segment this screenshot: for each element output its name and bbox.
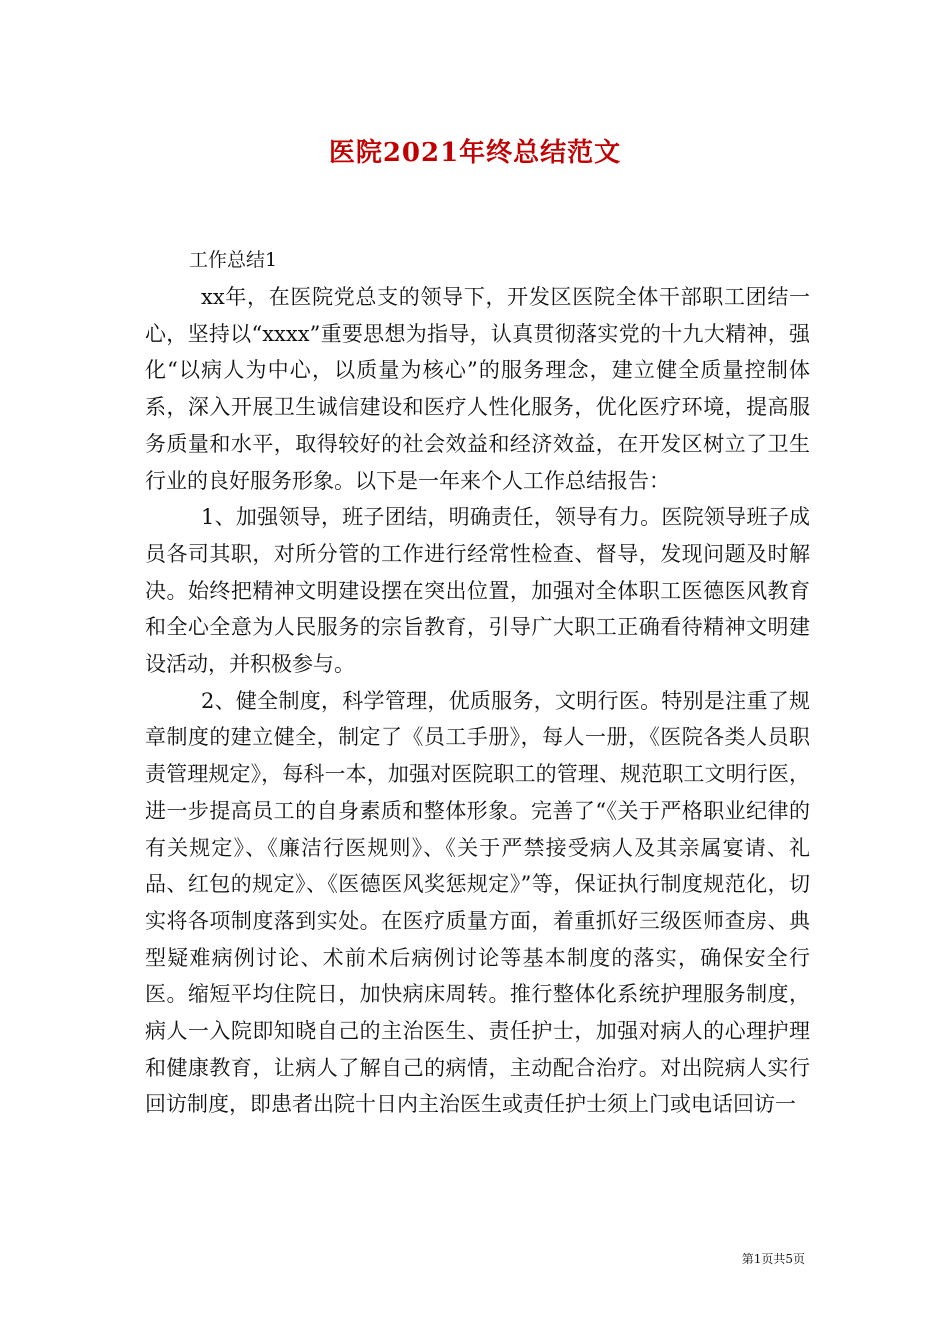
- document-body: [145, 242, 810, 1123]
- section-heading: 工作总结1: [189, 249, 278, 271]
- page-number-footer: 第1页共5页: [741, 1252, 805, 1266]
- paragraph-leadership: 1、加强领导，班子团结，明确责任，领导有力。医院领导班子成员各司其职，对所分管的工作进行经常性检查、督导，发现问题及时解决。始终把精神文明建设摆在突出位置，加强对全体职工医德医风教育和全心全意为人民服务的宗旨教育，引导广大职工正确看待精神文明建设活动，并积极参与。: [145, 505, 810, 677]
- paragraph-intro: xx年，在医院党总支的领导下，开发区医院全体干部职工团结一心，坚持以“xxxx”重要思想为指导，认真贯彻落实党的十九大精神，强化“以病人为中心，以质量为核心”的服务理念，建立健全质量控制体系，深入开展卫生诚信建设和医疗人性化服务，优化医疗环境，提高服务质量和水平，取得较好的社会效益和经济效益，在开发区树立了卫生行业的良好服务形象。以下是一年来个人工作总结报告：: [145, 285, 810, 493]
- paragraph-management: 2、健全制度，科学管理，优质服务，文明行医。特别是注重了规章制度的建立健全，制定了《员工手册》，每人一册，《医院各类人员职责管理规定》，每科一本，加强对医院职工的管理、规范职工文明行医，进一步提高员工的自身素质和整体形象。完善了“《关于严格职业纪律的有关规定》、《廉洁行医规则》、《关于严禁接受病人及其亲属宴请、礼品、红包的规定》、《医德医风奖惩规定》”等，保证执行制度规范化，切实将各项制度落到实处。在医疗质量方面，着重抓好三级医师查房、典型疑难病例讨论、术前术后病例讨论等基本制度的落实，确保安全行医。缩短平均住院日，加快病床周转。推行整体化系统护理服务制度，病人一入院即知晓自己的主治医生、责任护士，加强对病人的心理护理和健康教育，让病人了解自己的病情，主动配合治疗。对出院病人实行回访制度，即患者出院十日内主治医生或责任护士须上门或电话回访一: [145, 688, 810, 1117]
- document-title: 医院2021年终总结范文: [328, 138, 622, 168]
